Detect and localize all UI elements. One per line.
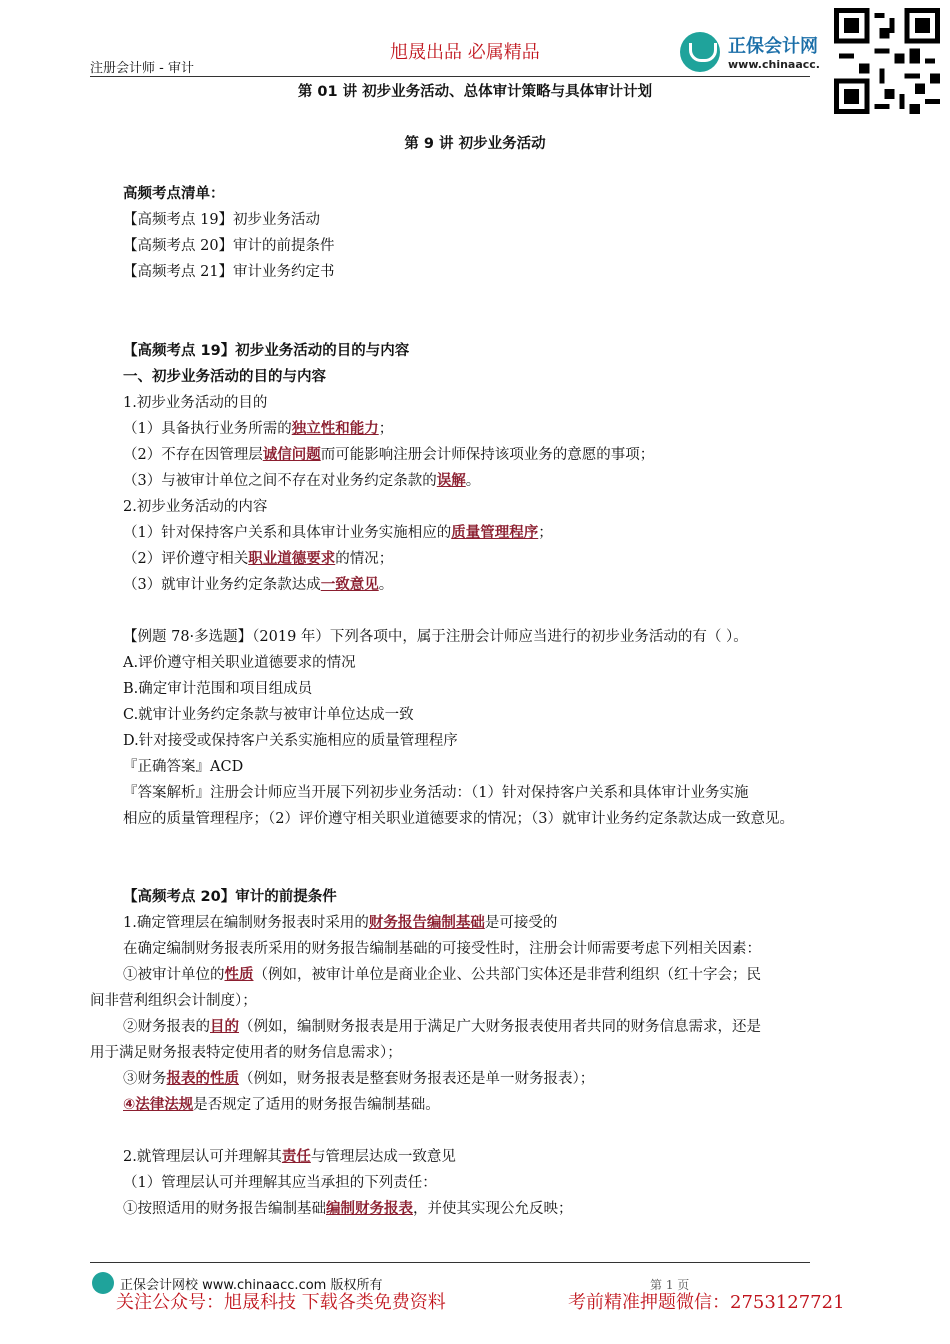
keyword: 误解: [436, 473, 466, 489]
keyword: ④法律法规: [123, 1097, 194, 1113]
key-point-21: 【高频考点 21】审计业务约定书: [123, 264, 335, 280]
key-point-20: 【高频考点 20】审计的前提条件: [123, 238, 335, 254]
purpose-item-1: （1）具备执行业务所需的独立性和能力；: [123, 421, 394, 437]
responsibility-1: ①按照适用的财务报告编制基础编制财务报表，并使其实现公允反映；: [123, 1201, 573, 1217]
logo-name: 正保会计网: [728, 36, 818, 57]
section-19-title: 【高频考点 19】初步业务活动的目的与内容: [123, 343, 410, 359]
example-option-b: B.确定审计范围和项目组成员: [123, 681, 313, 697]
header-divider: [90, 76, 810, 77]
factor-1-cont: 间非营利组织会计制度）；: [90, 993, 257, 1009]
section-19-heading: 一、初步业务活动的目的与内容: [123, 369, 326, 385]
keyword: 财务报告编制基础: [368, 915, 485, 931]
footer-divider: [90, 1262, 810, 1263]
factor-3: ③财务报表的性质（例如，财务报表是整套财务报表还是单一财务报表）；: [123, 1071, 595, 1087]
example-option-a: A.评价遵守相关职业道德要求的情况: [123, 655, 356, 671]
lecture-title: 第 01 讲 初步业务活动、总体审计策略与具体审计计划: [297, 84, 653, 100]
footer-logo-icon: [92, 1272, 114, 1294]
premise-1: 1.确定管理层在编制财务报表时采用的财务报告编制基础是可接受的: [123, 915, 558, 931]
factor-2-cont: 用于满足财务报表特定使用者的财务信息需求）；: [90, 1045, 402, 1061]
keyword: 独立性和能力: [291, 421, 379, 437]
logo-url: www.chinaacc.: [728, 58, 820, 71]
page-number: 第 1 页: [650, 1278, 690, 1292]
keyword: 性质: [224, 967, 254, 983]
example-option-d: D.针对接受或保持客户关系实施相应的质量管理程序: [123, 733, 458, 749]
keyword: 目的: [210, 1019, 239, 1035]
factor-1: ①被审计单位的性质（例如，被审计单位是商业企业、公共部门实体还是非营利组织（红十字会；民: [123, 967, 761, 983]
purpose-heading: 1.初步业务活动的目的: [123, 395, 268, 411]
example-question: 【例题 78·多选题】（2019 年）下列各项中，属于注册会计师应当进行的初步业务活动的有（ ）。: [123, 629, 748, 645]
key-point-19: 【高频考点 19】初步业务活动: [123, 212, 321, 228]
promo-left: 关注公众号：旭晟科技 下载各类免费资料: [116, 1292, 446, 1313]
key-points-heading: 高频考点清单：: [123, 186, 225, 202]
example-option-c: C.就审计业务约定条款与被审计单位达成一致: [123, 707, 414, 723]
example-answer: 『正确答案』ACD: [123, 759, 244, 775]
keyword: 责任: [281, 1149, 311, 1165]
content-heading: 2.初步业务活动的内容: [123, 499, 268, 515]
promo-right: 考前精准押题微信：2753127721: [568, 1292, 845, 1313]
content-item-3: （3）就审计业务约定条款达成一致意见。: [123, 577, 394, 593]
doc-category: 注册会计师 - 审计: [90, 61, 194, 76]
purpose-item-2: （2）不存在因管理层诚信问题而可能影响注册会计师保持该项业务的意愿的事项；: [123, 447, 655, 463]
keyword: 报表的性质: [166, 1071, 239, 1087]
keyword: 职业道德要求: [248, 551, 336, 567]
header-slogan: 旭晟出品 必属精品: [390, 42, 540, 63]
factor-4: ④法律法规是否规定了适用的财务报告编制基础。: [123, 1097, 440, 1113]
keyword: 一致意见: [320, 577, 379, 593]
keyword: 诚信问题: [262, 447, 321, 463]
factor-2: ②财务报表的目的（例如，编制财务报表是用于满足广大财务报表使用者共同的财务信息需求，还是: [123, 1019, 761, 1035]
example-explanation-2: 相应的质量管理程序；（2）评价遵守相关职业道德要求的情况；（3）就审计业务约定条款达成一致意见。: [123, 811, 794, 827]
content-item-2: （2）评价遵守相关职业道德要求的情况；: [123, 551, 394, 567]
premise-2-item-1: （1）管理层认可并理解其应当承担的下列责任：: [123, 1175, 437, 1191]
purpose-item-3: （3）与被审计单位之间不存在对业务约定条款的误解。: [123, 473, 481, 489]
footer-copyright: 正保会计网校 www.chinaacc.com 版权所有: [120, 1278, 383, 1293]
premise-2: 2.就管理层认可并理解其责任与管理层达成一致意见: [123, 1149, 456, 1165]
logo-icon: [680, 32, 720, 72]
premise-1-intro: 在确定编制财务报表所采用的财务报告编制基础的可接受性时，注册会计师需要考虑下列相关因素：: [123, 941, 761, 957]
keyword: 编制财务报表: [326, 1201, 413, 1217]
content-item-1: （1）针对保持客户关系和具体审计业务实施相应的质量管理程序；: [123, 525, 553, 541]
chinaacc-logo: [680, 30, 840, 76]
lesson-title: 第 9 讲 初步业务活动: [404, 136, 546, 152]
example-explanation-1: 『答案解析』注册会计师应当开展下列初步业务活动：（1）针对保持客户关系和具体审计业务实施: [123, 785, 749, 801]
section-20-title: 【高频考点 20】审计的前提条件: [123, 889, 337, 905]
keyword: 质量管理程序: [451, 525, 539, 541]
